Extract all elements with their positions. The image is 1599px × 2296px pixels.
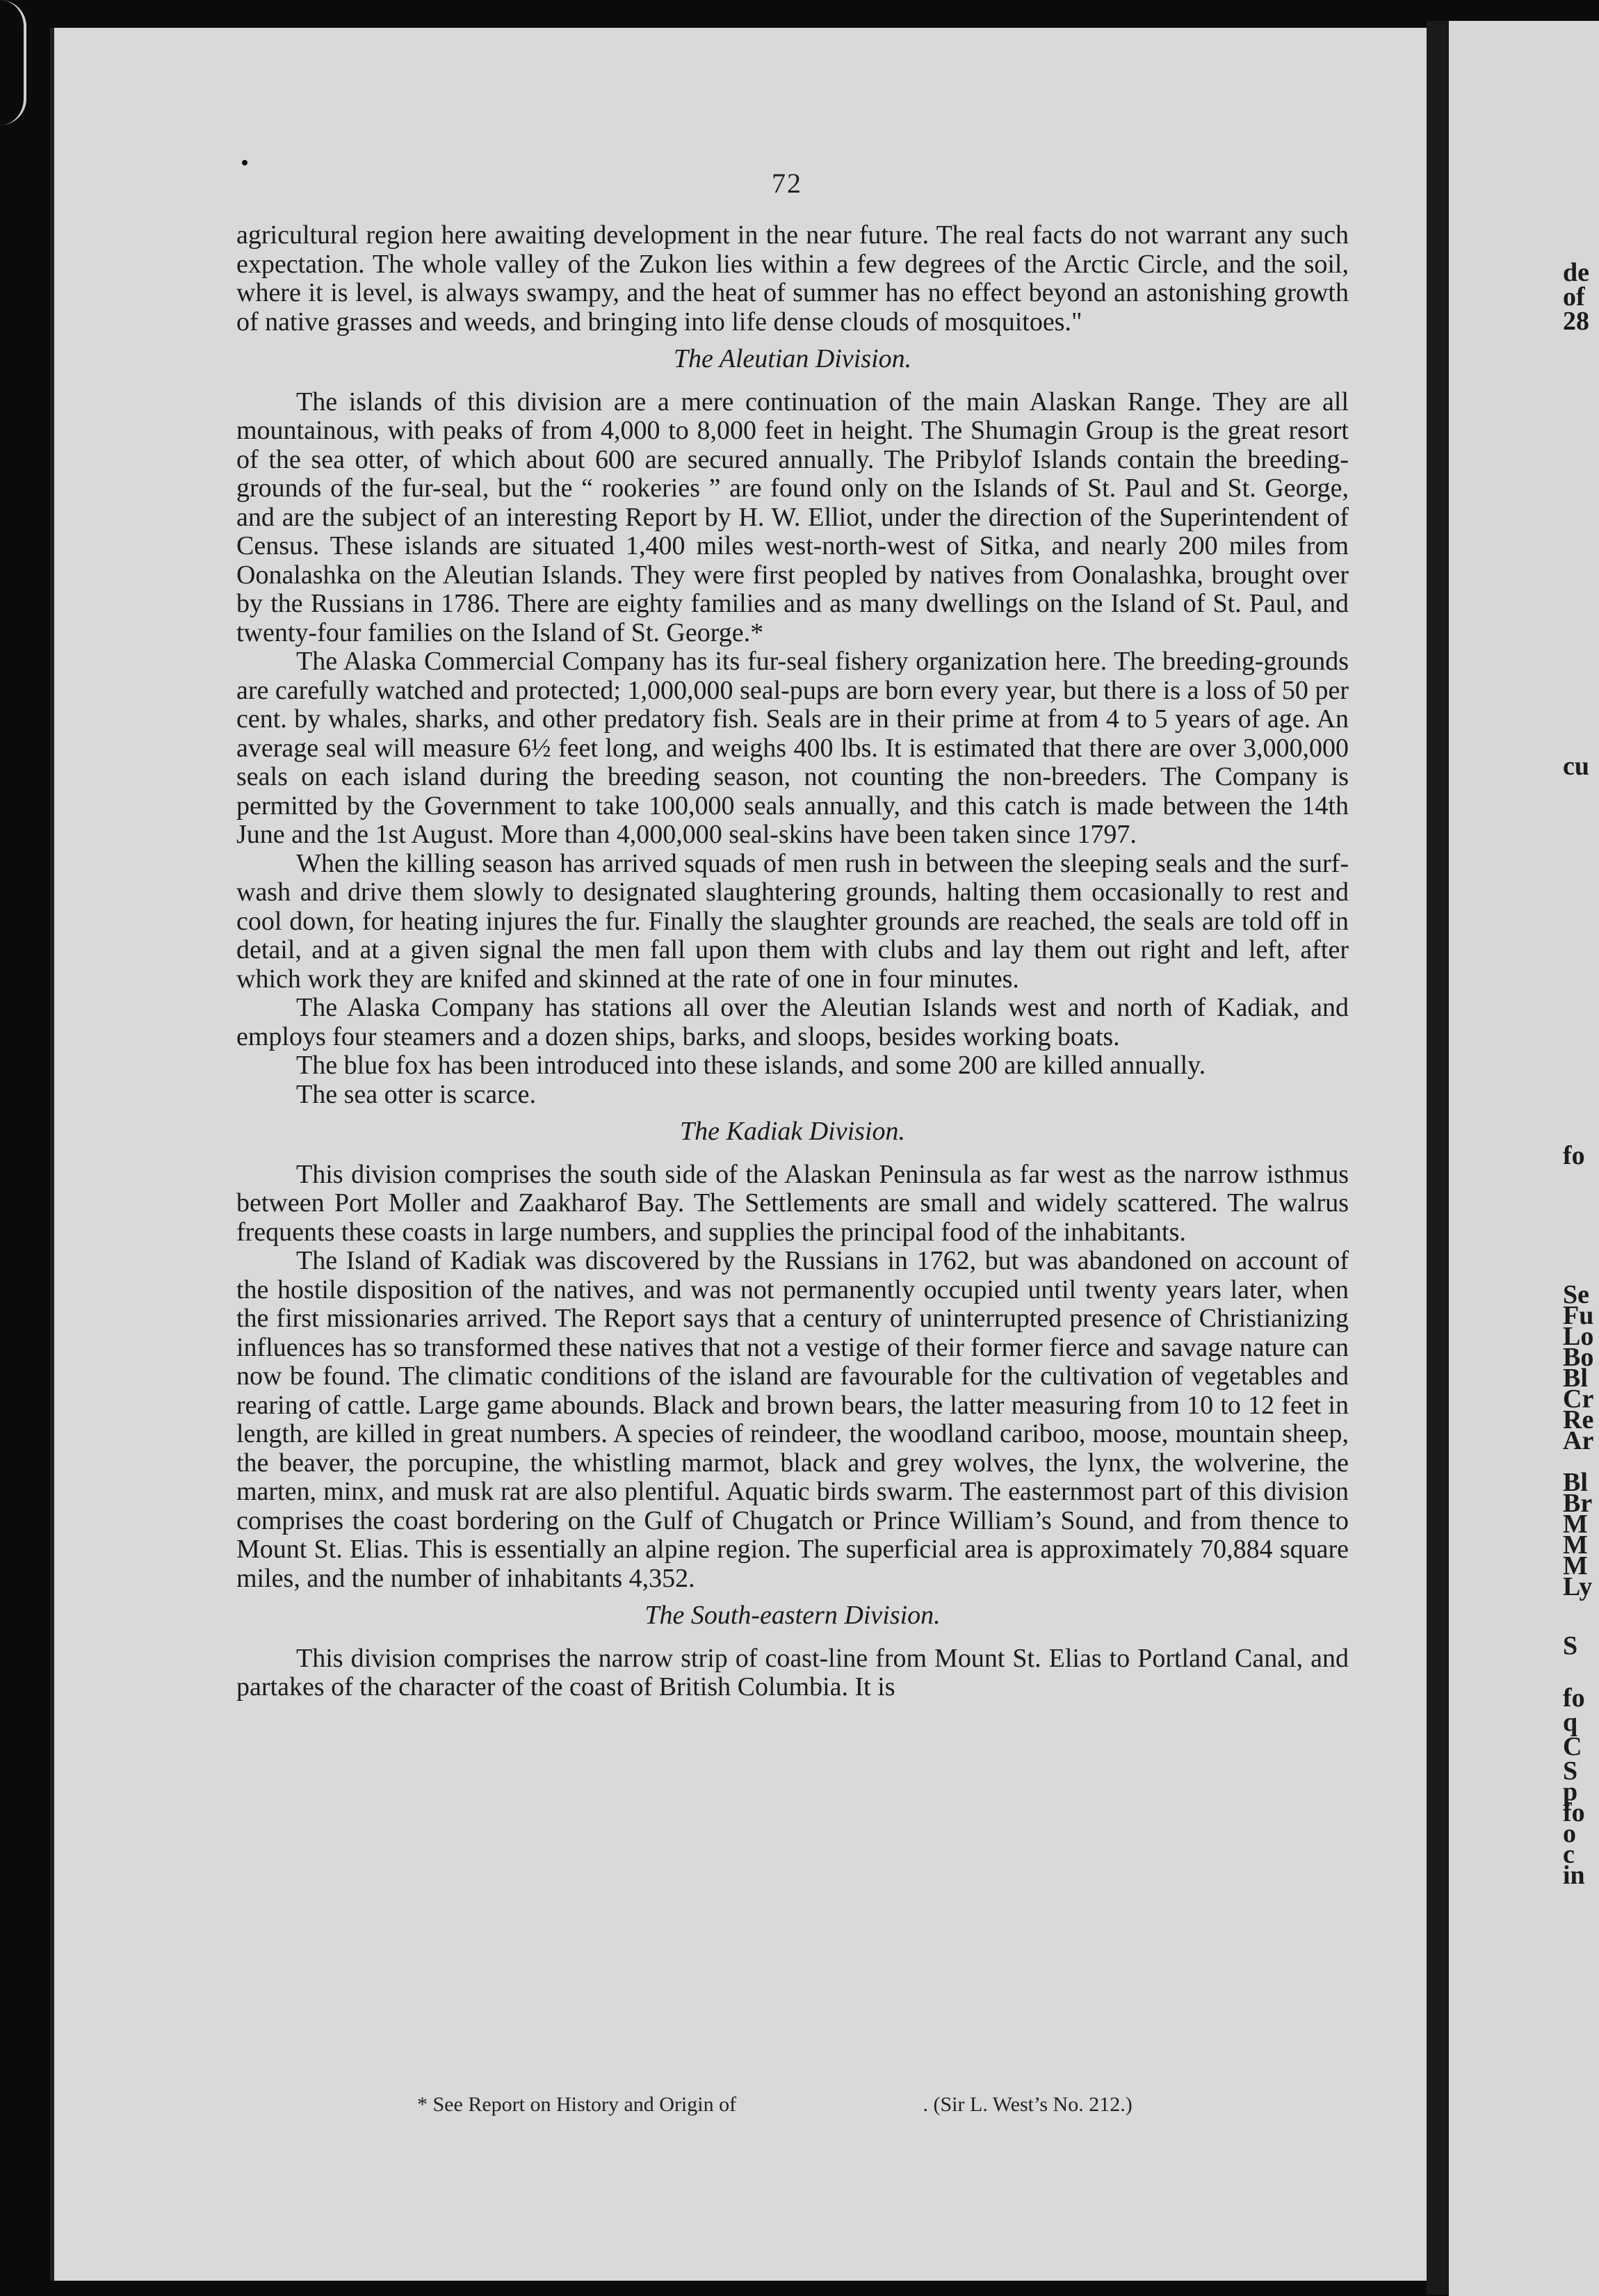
adjacent-page-fragment: Bo	[1563, 1343, 1594, 1372]
adjacent-page-fragment: C	[1563, 1732, 1582, 1761]
adjacent-page-fragment: Fu	[1563, 1301, 1594, 1330]
footnote-source: . (Sir L. West’s No. 212.)	[923, 2093, 1133, 2116]
adjacent-page-fragment: M	[1563, 1551, 1588, 1580]
adjacent-page-fragment: Br	[1563, 1489, 1593, 1518]
adjacent-page-fragment: fo	[1563, 1141, 1585, 1170]
adjacent-page-fragment: M	[1563, 1530, 1588, 1560]
adjacent-page-fragment: p	[1563, 1777, 1578, 1806]
adjacent-page-fragment: Lo	[1563, 1322, 1594, 1351]
paragraph: agricultural region here awaiting development in the near future. The real facts do not warrant any such expectation. The whole valley of the Zukon lies within a few degrees of the Arctic Circle, and the soil, where it is level, is always swampy, and the heat of summer has no effect beyond an astonishing growth of native grasses and weeds, and bringing into life dense clouds of mosquitoes."	[236, 220, 1349, 337]
paragraph: This division comprises the south side of the Alaskan Peninsula as far west as the narrow isthmus between Port Moller and Zaakharof Bay. The Settlements are small and widely scattered. The walrus frequents these coasts in large numbers, and supplies the principal food of the inhabitants.	[236, 1159, 1349, 1247]
paragraph: The sea otter is scarce.	[296, 1079, 536, 1109]
ink-speck	[242, 160, 247, 165]
section-heading-southeastern: The South-eastern Division.	[644, 1601, 941, 1630]
adjacent-page-fragment: c	[1563, 1840, 1575, 1869]
adjacent-page-fragment: Ly	[1563, 1572, 1593, 1601]
adjacent-page-fragment: Re	[1563, 1405, 1594, 1434]
adjacent-page-fragment: Ar	[1563, 1426, 1594, 1455]
body-text	[236, 221, 1349, 1702]
page-number: 72	[772, 168, 802, 199]
adjacent-page-fragment: M	[1563, 1510, 1588, 1539]
paragraph: The Island of Kadiak was discovered by the Russians in 1762, but was abandoned on account of the hostile disposition of the natives, and was not permanently occupied until twenty years later, when the first missionaries arrived. The Report says that a century of uninterrupted presence of Christianizing influences has so transformed these natives that not a vestige of their former fierce and savage nature can now be found. The climatic conditions of the island are favourable for the cultivation of vegetables and rearing of cattle. Large game abounds. Black and brown bears, the latter measuring from 10 to 12 feet in length, are killed in great numbers. A species of reindeer, the woodland cariboo, moose, mountain sheep, the beaver, the porcupine, the whistling marmot, black and grey wolves, the lynx, the wolverine, the marten, minx, and musk rat are also plentiful. Aquatic birds swarm. The easternmost part of this division comprises the coast bordering on the Gulf of Chugatch or Prince William’s Sound, and from thence to Mount St. Elias. This is essentially an alpine region. The superficial area is approximately 70,884 square miles, and the number of inhabitants 4,352.	[236, 1246, 1349, 1593]
paragraph: The islands of this division are a mere continuation of the main Alaskan Range. They are all mountainous, with peaks of from 4,000 to 8,000 feet in height. The Shumagin Group is the great resort of the sea otter, of which about 600 are secured annually. The Pribylof Islands contain the breeding-grounds of the fur-seal, but the “ rookeries ” are found only on the Islands of St. Paul and St. George, and are the subject of an interesting Report by H. W. Elliot, under the direction of the Superintendent of Census. These islands are situated 1,400 miles west-north-west of Sitka, and nearly 200 miles from Oonalashka on the Aleutian Islands. They were first peopled by natives from Oonalashka, brought over by the Russians in 1786. There are eighty families and as many dwellings on the Island of St. Paul, and twenty-four families on the Island of St. George.*	[236, 387, 1349, 647]
adjacent-page-fragment: in	[1563, 1861, 1585, 1890]
footnote	[417, 2093, 1251, 2117]
adjacent-page-fragment: fo	[1563, 1683, 1585, 1713]
adjacent-page-fragment: de	[1563, 258, 1589, 287]
adjacent-page-fragment: S	[1563, 1756, 1578, 1786]
section-heading-kadiak: The Kadiak Division.	[679, 1117, 906, 1146]
adjacent-page-fragment: o	[1563, 1819, 1576, 1848]
adjacent-page-fragment: Bl	[1563, 1364, 1588, 1393]
footnote-reference: * See Report on History and Origin of	[417, 2093, 737, 2116]
adjacent-page-fragment: Se	[1563, 1280, 1589, 1309]
paragraph: The Alaska Commercial Company has its fur-seal fishery organization here. The breeding-grounds are carefully watched and protected; 1,000,000 seal-pups are born every year, but there is a loss of 50 per cent. by whales, sharks, and other predatory fish. Seals are in their prime at from 4 to 5 years of age. An average seal will measure 6½ feet long, and weighs 400 lbs. It is estimated that there are over 3,000,000 seals on each island during the breeding season, not counting the non-breeders. The Company is permitted by the Government to take 100,000 seals annually, and this catch is made between the 14th June and the 1st August. More than 4,000,000 seal-skins have been taken since 1797.	[236, 647, 1349, 849]
page-gutter	[1427, 21, 1449, 2295]
adjacent-page-fragment: cu	[1563, 752, 1589, 781]
adjacent-page-fragment: q	[1563, 1708, 1578, 1737]
adjacent-page-fragment: of	[1563, 282, 1585, 312]
adjacent-page-fragment: 28	[1563, 307, 1589, 336]
section-heading-aleutian: The Aleutian Division.	[673, 344, 912, 373]
page-curl	[0, 0, 26, 125]
adjacent-page-fragment: S	[1563, 1631, 1578, 1660]
paragraph: When the killing season has arrived squads of men rush in between the sleeping seals and the surf-wash and drive them slowly to designated slaughtering grounds, halting them occasionally to rest and cool down, for heating injures the fur. Finally the slaughter grounds are reached, the seals are told off in detail, and at a given signal the men fall upon them with clubs and lay them out right and left, after which work they are knifed and skinned at the rate of one in four minutes.	[236, 848, 1349, 994]
adjacent-page-fragment: Bl	[1563, 1468, 1588, 1497]
paragraph: This division comprises the narrow strip of coast-line from Mount St. Elias to Portland Canal, and partakes of the character of the coast of British Columbia. It is	[236, 1643, 1349, 1701]
adjacent-page-fragment: Cr	[1563, 1384, 1594, 1414]
adjacent-page-fragment: fo	[1563, 1798, 1585, 1827]
paragraph: The Alaska Company has stations all over the Aleutian Islands west and north of Kadiak, and employs four steamers and a dozen ships, barks, and sloops, besides working boats.	[236, 993, 1349, 1051]
paragraph: The blue fox has been introduced into these islands, and some 200 are killed annually.	[296, 1051, 1206, 1080]
